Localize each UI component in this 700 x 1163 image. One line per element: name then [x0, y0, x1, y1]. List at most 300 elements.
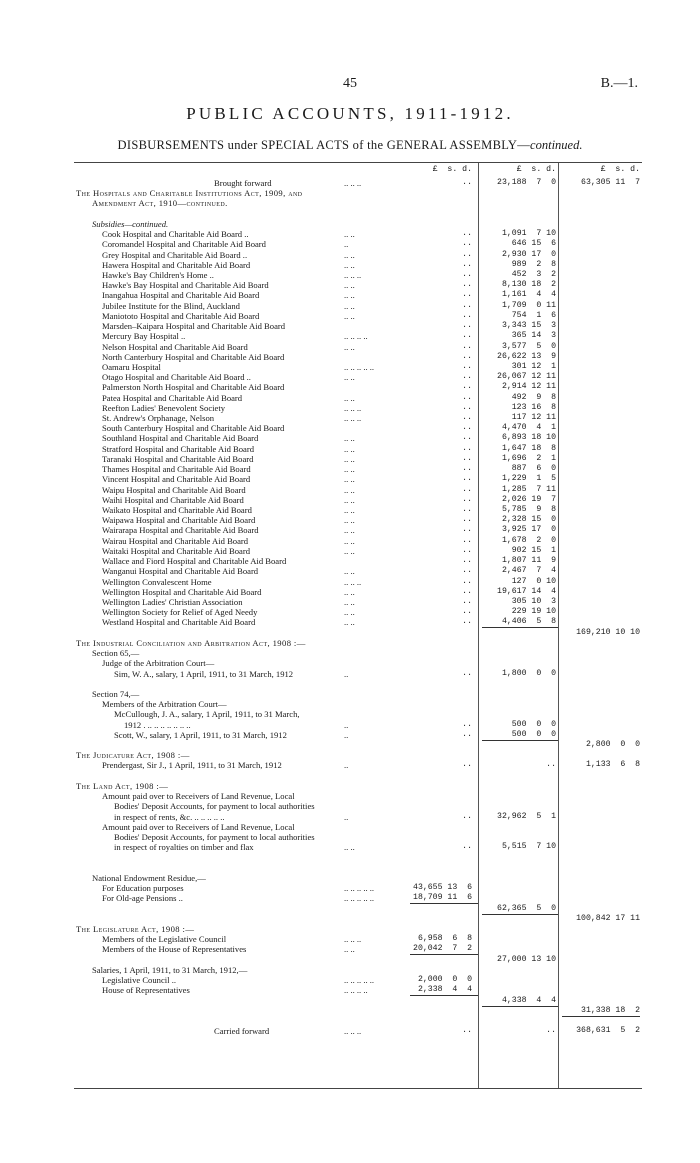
- row-leader-dots: .. ..: [344, 535, 355, 546]
- row-leader-dots: .. ..: [344, 545, 355, 556]
- row-label: Wanganui Hospital and Charitable Aid Board: [102, 566, 259, 577]
- table-row: [74, 270, 642, 280]
- amount-c1: ..: [462, 494, 472, 504]
- table-row: [74, 709, 642, 719]
- amount-c2: 500 0 0: [511, 729, 556, 739]
- amount-c2: 2,026 19 7: [501, 494, 556, 504]
- subtitle-main: DISBURSEMENTS under SPECIAL ACTS of the GENERAL ASSEMBLY—: [117, 138, 531, 152]
- row-leader-dots: .. .. ..: [344, 402, 362, 413]
- amount-c1: ..: [462, 341, 472, 351]
- amount-c3: 63,305 11 7: [581, 178, 640, 187]
- amount-c3: 368,631 5 2: [576, 1026, 640, 1036]
- amount-c2: 26,067 12 11: [497, 372, 556, 382]
- row-label: South Canterbury Hospital and Charitable Aid Board: [102, 423, 285, 434]
- amount-c2: 23,188 7 0: [497, 178, 556, 187]
- table-row: [74, 607, 642, 617]
- row-label: Vincent Hospital and Charitable Aid Board: [102, 474, 251, 485]
- table-row: [74, 352, 642, 362]
- amount-c1: ..: [462, 249, 472, 259]
- table-row: [74, 423, 642, 433]
- amount-c2: 32,962 5 1: [497, 811, 556, 821]
- amount-c1: ..: [462, 321, 472, 331]
- table-row: [74, 996, 642, 1006]
- row-leader-dots: .. .. ..: [344, 576, 362, 587]
- row-label: Wellington Convalescent Home: [102, 576, 212, 587]
- row-label: Waitaki Hospital and Charitable Aid Board: [102, 545, 250, 556]
- page-title: PUBLIC ACCOUNTS, 1911-1912.: [186, 104, 514, 123]
- amount-c1: ..: [462, 596, 472, 606]
- amount-c1: ..: [462, 290, 472, 300]
- row-leader-dots: .. ..: [344, 525, 355, 536]
- amount-c2: 1,696 2 1: [501, 453, 556, 463]
- row-leader-dots: .. .. ..: [344, 413, 362, 424]
- row-label: Wellington Society for Relief of Aged Needy: [102, 607, 258, 618]
- row-leader-dots: .. .. .. .. ..: [344, 883, 375, 894]
- amount-c1: ..: [462, 525, 472, 535]
- table-row: [74, 342, 642, 352]
- row-leader-dots: .. .. ..: [344, 269, 362, 280]
- amount-c1: ..: [462, 811, 472, 821]
- table-row: [74, 198, 642, 208]
- amount-c2: 1,807 11 9: [501, 556, 556, 566]
- table-row: [74, 536, 642, 546]
- table-row: [74, 658, 642, 668]
- amount-c2: 2,930 17 0: [501, 249, 556, 259]
- amount-c1: ..: [462, 760, 472, 770]
- table-row: [74, 577, 642, 587]
- row-label: National Endowment Residue,—: [92, 872, 206, 883]
- table-row: [74, 975, 642, 985]
- amount-c1: ..: [462, 331, 472, 341]
- column-header-row: [74, 165, 642, 175]
- table-row: [74, 566, 642, 576]
- row-leader-dots: .. ..: [344, 259, 355, 270]
- amount-c1: ..: [462, 382, 472, 392]
- row-label: Hawke's Bay Children's Home ..: [102, 269, 214, 280]
- table-row: [74, 822, 642, 832]
- amount-c2: ..: [546, 1026, 556, 1036]
- amount-c2: 1,161 4 4: [501, 290, 556, 300]
- row-leader-dots: .. ..: [344, 290, 355, 301]
- table-row: [74, 617, 642, 627]
- table-row: [74, 801, 642, 811]
- row-label: Westland Hospital and Charitable Aid Board: [102, 617, 256, 628]
- table-row: [74, 587, 642, 597]
- row-label: The Legislature Act, 1908 :—: [76, 923, 195, 934]
- amount-c1: ..: [462, 535, 472, 545]
- amount-c1: ..: [462, 361, 472, 371]
- row-leader-dots: ..: [344, 729, 349, 740]
- table-row: [74, 781, 642, 791]
- table-row: [74, 730, 642, 740]
- row-label: in respect of royalties on timber and flax: [114, 842, 254, 853]
- row-label: Members of the Arbitration Court—: [102, 699, 227, 710]
- table-row: [74, 433, 642, 443]
- amount-c2: 4,470 4 1: [501, 423, 556, 433]
- table-row: [74, 403, 642, 413]
- amount-c2: 754 1 6: [511, 310, 556, 320]
- row-leader-dots: .. ..: [344, 617, 355, 628]
- row-label: House of Representatives: [102, 985, 190, 996]
- row-label: Salaries, 1 April, 1911, to 31 March, 1912,—: [92, 964, 248, 975]
- table-row: [74, 914, 642, 924]
- table-row: [74, 628, 642, 638]
- table-row: [74, 331, 642, 341]
- table-row: [74, 955, 642, 965]
- table-row: [74, 1016, 642, 1026]
- row-leader-dots: .. .. .. .. ..: [344, 893, 375, 904]
- row-label: Palmerston North Hospital and Charitable Aid Board: [102, 382, 285, 393]
- amount-c2: 123 16 8: [511, 402, 556, 412]
- row-leader-dots: .. .. .. .. ..: [344, 361, 375, 372]
- amount-c1: ..: [462, 556, 472, 566]
- table-row: [74, 239, 642, 249]
- row-label: Coromandel Hospital and Charitable Aid Board: [102, 239, 266, 250]
- table-row: [74, 648, 642, 658]
- row-label: Section 74,—: [92, 688, 140, 699]
- amount-c1: ..: [462, 842, 472, 852]
- amount-c2: 3,343 15 3: [501, 321, 556, 331]
- amount-c1: ..: [462, 607, 472, 617]
- row-label: Oamaru Hospital: [102, 361, 161, 372]
- row-leader-dots: .. ..: [344, 484, 355, 495]
- row-leader-dots: ..: [344, 811, 349, 822]
- table-row: [74, 873, 642, 883]
- amount-c1: ..: [462, 300, 472, 310]
- table-row: [74, 771, 642, 781]
- table-row: [74, 219, 642, 229]
- table-row: [74, 515, 642, 525]
- row-leader-dots: .. ..: [344, 586, 355, 597]
- row-leader-dots: .. ..: [344, 229, 355, 240]
- table-row: [74, 393, 642, 403]
- amount-c1: 43,655 13 6: [413, 883, 472, 893]
- table-row: [74, 260, 642, 270]
- table-body: [74, 178, 642, 1036]
- row-label: Hawke's Bay Hospital and Charitable Aid Board: [102, 280, 269, 291]
- table-row: [74, 362, 642, 372]
- table-row: [74, 280, 642, 290]
- amount-c3: 100,842 17 11: [576, 913, 640, 923]
- table-row: [74, 525, 642, 535]
- amount-c1: ..: [462, 178, 472, 187]
- row-leader-dots: .. ..: [344, 515, 355, 526]
- row-leader-dots: .. ..: [344, 392, 355, 403]
- row-label: Stratford Hospital and Charitable Aid Board: [102, 443, 255, 454]
- table-row: [74, 924, 642, 934]
- row-label: Waipu Hospital and Charitable Aid Board: [102, 484, 246, 495]
- amount-c2: 4,338 4 4: [501, 995, 556, 1005]
- row-leader-dots: .. .. ..: [344, 178, 362, 188]
- accounts-table: [74, 162, 642, 1089]
- row-leader-dots: .. .. ..: [344, 934, 362, 945]
- row-label: Waihi Hospital and Charitable Aid Board: [102, 494, 244, 505]
- amount-c2: 492 9 8: [511, 392, 556, 402]
- table-row: [74, 812, 642, 822]
- table-row: [74, 1006, 642, 1016]
- amount-c1: ..: [462, 668, 472, 678]
- table-row: [74, 301, 642, 311]
- amount-c3: 2,800 0 0: [585, 740, 640, 750]
- table-row: [74, 689, 642, 699]
- table-row: [74, 229, 642, 239]
- amount-c2: 229 19 10: [511, 607, 556, 617]
- row-leader-dots: .. .. .. ..: [344, 331, 368, 342]
- row-label: Members of the House of Representatives: [102, 944, 247, 955]
- amount-c2: 1,709 0 11: [501, 300, 556, 310]
- amount-c2: 902 15 1: [511, 545, 556, 555]
- row-leader-dots: .. ..: [344, 300, 355, 311]
- row-label: Jubilee Institute for the Blind, Auckland: [102, 300, 240, 311]
- table-row: [74, 750, 642, 760]
- row-leader-dots: .. ..: [344, 596, 355, 607]
- column-header-2: £ s. d.: [516, 165, 556, 174]
- amount-c2: 117 12 11: [511, 413, 556, 423]
- table-row: [74, 188, 642, 198]
- amount-c2: 3,925 17 0: [501, 525, 556, 535]
- amount-c1: 18,709 11 6: [413, 893, 472, 903]
- amount-c1: ..: [462, 423, 472, 433]
- table-row: [74, 863, 642, 873]
- amount-c2: 19,617 14 4: [497, 586, 556, 596]
- row-label: Mercury Bay Hospital ..: [102, 331, 186, 342]
- amount-c2: 989 2 8: [511, 259, 556, 269]
- row-label: Reefton Ladies' Benevolent Society: [102, 402, 226, 413]
- row-label: Wallace and Fiord Hospital and Charitable Aid Board: [102, 556, 287, 567]
- amount-c1: ..: [462, 545, 472, 555]
- row-label: Scott, W., salary, 1 April, 1911, to 31 March, 1912: [114, 729, 287, 740]
- row-label: Hawera Hospital and Charitable Aid Board: [102, 259, 251, 270]
- table-row: [74, 454, 642, 464]
- amount-c3: 1,133 6 8: [585, 760, 640, 770]
- row-label: Legislative Council ..: [102, 975, 176, 986]
- row-leader-dots: .. .. .. ..: [344, 985, 368, 996]
- amount-c1: 20,042 7 2: [413, 944, 472, 954]
- table-row: [74, 760, 642, 770]
- row-label: Otago Hospital and Charitable Aid Board ..: [102, 372, 251, 383]
- amount-c1: 2,000 0 0: [417, 975, 472, 985]
- table-row: [74, 669, 642, 679]
- amount-c1: ..: [462, 413, 472, 423]
- table-row: [74, 372, 642, 382]
- amount-c1: ..: [462, 443, 472, 453]
- row-label: Nelson Hospital and Charitable Aid Board: [102, 341, 248, 352]
- table-row: [74, 485, 642, 495]
- row-label: Brought forward: [214, 178, 272, 188]
- table-row: [74, 904, 642, 914]
- amount-c1: ..: [462, 484, 472, 494]
- row-label: Inangahua Hospital and Charitable Aid Board: [102, 290, 260, 301]
- amount-c1: ..: [462, 280, 472, 290]
- amount-c2: 887 6 0: [511, 464, 556, 474]
- table-row: [74, 413, 642, 423]
- row-label: Bodies' Deposit Accounts, for payment to local authorities: [114, 832, 315, 842]
- row-leader-dots: .. ..: [344, 280, 355, 291]
- row-label: St. Andrew's Orphanage, Nelson: [102, 413, 215, 424]
- row-label: Waipawa Hospital and Charitable Aid Board: [102, 515, 256, 526]
- amount-c2: 365 14 3: [511, 331, 556, 341]
- amount-c1: ..: [462, 433, 472, 443]
- amount-c2: 305 10 3: [511, 596, 556, 606]
- row-leader-dots: .. .. ..: [344, 1026, 362, 1037]
- table-row: [74, 720, 642, 730]
- table-row: [74, 178, 642, 188]
- row-label: Cook Hospital and Charitable Aid Board ..: [102, 229, 249, 240]
- row-leader-dots: .. ..: [344, 310, 355, 321]
- row-leader-dots: .. ..: [344, 433, 355, 444]
- row-label: Prendergast, Sir J., 1 April, 1911, to 31 March, 1912: [102, 760, 282, 771]
- row-label: 1912 . .. .. .. .. .. .. ..: [124, 719, 191, 730]
- table-row: [74, 474, 642, 484]
- row-label: in respect of rents, &c. .. .. .. .. ..: [114, 811, 225, 822]
- amount-c2: 27,000 13 10: [497, 954, 556, 964]
- row-leader-dots: .. ..: [344, 494, 355, 505]
- amount-c1: 6,958 6 8: [417, 934, 472, 944]
- table-row: [74, 638, 642, 648]
- row-label: The Land Act, 1908 :—: [76, 780, 169, 791]
- table-row: [74, 290, 642, 300]
- amount-c2: 2,914 12 11: [501, 382, 556, 392]
- amount-c1: 2,338 4 4: [417, 985, 472, 995]
- amount-c2: 26,622 13 9: [497, 351, 556, 361]
- amount-c2: 1,800 0 0: [501, 668, 556, 678]
- row-leader-dots: ..: [344, 668, 349, 679]
- column-header-3: £ s. d.: [600, 165, 640, 174]
- table-row: [74, 505, 642, 515]
- amount-c2: 3,577 5 0: [501, 341, 556, 351]
- amount-c2: 5,785 9 8: [501, 505, 556, 514]
- row-label: Thames Hospital and Charitable Aid Board: [102, 464, 251, 475]
- table-row: [74, 382, 642, 392]
- amount-c2: 127 0 10: [511, 576, 556, 586]
- table-row: [74, 250, 642, 260]
- amount-c1: ..: [462, 617, 472, 627]
- amount-c1: ..: [462, 372, 472, 382]
- row-leader-dots: .. ..: [344, 464, 355, 475]
- row-leader-dots: .. ..: [344, 505, 355, 515]
- row-leader-dots: .. ..: [344, 443, 355, 454]
- row-label: Wairarapa Hospital and Charitable Aid Board: [102, 525, 259, 536]
- row-leader-dots: .. ..: [344, 944, 355, 955]
- page-subtitle: [0, 138, 700, 153]
- amount-c2: 301 12 1: [511, 361, 556, 371]
- table-row: [74, 209, 642, 219]
- row-label: Amount paid over to Receivers of Land Revenue, Local: [102, 791, 295, 802]
- amount-c1: ..: [462, 719, 472, 729]
- row-label: Amount paid over to Receivers of Land Revenue, Local: [102, 821, 295, 832]
- table-row: [74, 934, 642, 944]
- table-row: [74, 444, 642, 454]
- amount-c2: 4,406 5 8: [501, 617, 556, 627]
- amount-c1: ..: [462, 229, 472, 239]
- row-label: Southland Hospital and Charitable Aid Board: [102, 433, 259, 444]
- row-label: Subsidies—continued.: [92, 218, 169, 229]
- amount-c1: ..: [462, 729, 472, 739]
- amount-c2: 1,091 7 10: [501, 229, 556, 239]
- row-label: The Hospitals and Charitable Institutions Act, 1909, and: [76, 188, 303, 199]
- table-row: [74, 893, 642, 903]
- row-leader-dots: .. .. .. .. ..: [344, 975, 375, 986]
- amount-c2: 8,130 18 2: [501, 280, 556, 290]
- table-row: [74, 495, 642, 505]
- amount-c1: ..: [462, 269, 472, 279]
- table-row: [74, 852, 642, 862]
- amount-c2: 1,229 1 5: [501, 474, 556, 484]
- amount-c1: ..: [462, 505, 472, 514]
- table-row: [74, 321, 642, 331]
- row-label: Grey Hospital and Charitable Aid Board ..: [102, 249, 248, 260]
- table-row: [74, 944, 642, 954]
- row-label: North Canterbury Hospital and Charitable Aid Board: [102, 351, 285, 362]
- row-leader-dots: .. ..: [344, 566, 355, 577]
- table-row: [74, 842, 642, 852]
- amount-c1: ..: [462, 1026, 472, 1036]
- amount-c1: ..: [462, 259, 472, 269]
- row-label: Maniototo Hospital and Charitable Aid Board: [102, 310, 260, 321]
- table-row: [74, 832, 642, 842]
- document-reference: B.—1.: [600, 76, 638, 91]
- amount-c3: 31,338 18 2: [581, 1005, 640, 1015]
- amount-c2: 2,328 15 0: [501, 515, 556, 525]
- row-label: Wellington Hospital and Charitable Aid Board: [102, 586, 262, 597]
- row-label: For Old-age Pensions ..: [102, 893, 183, 904]
- row-leader-dots: .. ..: [344, 341, 355, 352]
- row-leader-dots: .. ..: [344, 607, 355, 618]
- table-row: [74, 1026, 642, 1036]
- row-label: Wairau Hospital and Charitable Aid Board: [102, 535, 249, 546]
- row-leader-dots: .. ..: [344, 249, 355, 260]
- table-row: [74, 740, 642, 750]
- row-label: The Industrial Conciliation and Arbitration Act, 1908 :—: [76, 637, 306, 648]
- amount-c1: ..: [462, 310, 472, 320]
- row-leader-dots: .. ..: [344, 453, 355, 464]
- table-row: [74, 597, 642, 607]
- amount-c2: 5,515 7 10: [501, 842, 556, 852]
- row-leader-dots: ..: [344, 239, 349, 250]
- amount-c2: 1,285 7 11: [501, 484, 556, 494]
- row-label: Carried forward: [214, 1026, 270, 1037]
- page-number: 45: [343, 76, 357, 91]
- row-label: Bodies' Deposit Accounts, for payment to local authorities: [114, 801, 315, 812]
- table-row: [74, 556, 642, 566]
- amount-c2: 2,467 7 4: [501, 566, 556, 576]
- row-label: Members of the Legislative Council: [102, 934, 227, 945]
- amount-c2: 1,678 2 0: [501, 535, 556, 545]
- table-row: [74, 699, 642, 709]
- amount-c1: ..: [462, 586, 472, 596]
- row-label: Sim, W. A., salary, 1 April, 1911, to 31 March, 1912: [114, 668, 294, 679]
- amount-c3: 169,210 10 10: [576, 627, 640, 637]
- row-label: Amendment Act, 1910—continued.: [92, 198, 228, 209]
- row-label: For Education purposes: [102, 883, 184, 894]
- column-header-1: £ s. d.: [432, 165, 472, 174]
- amount-c1: ..: [462, 576, 472, 586]
- table-row: [74, 311, 642, 321]
- row-leader-dots: ..: [344, 719, 349, 730]
- amount-c1: ..: [462, 239, 472, 249]
- row-label: Taranaki Hospital and Charitable Aid Board: [102, 453, 254, 464]
- row-label: Waikato Hospital and Charitable Aid Board: [102, 505, 252, 515]
- amount-c1: ..: [462, 474, 472, 484]
- row-label: Wellington Ladies' Christian Association: [102, 596, 243, 607]
- amount-c2: 452 3 2: [511, 269, 556, 279]
- row-label: Patea Hospital and Charitable Aid Board: [102, 392, 243, 403]
- amount-c1: ..: [462, 402, 472, 412]
- row-label: Marsden–Kaipara Hospital and Charitable Aid Board: [102, 321, 286, 332]
- table-row: [74, 965, 642, 975]
- table-row: [74, 546, 642, 556]
- row-label: McCullough, J. A., salary, 1 April, 1911, to 31 March,: [114, 709, 300, 720]
